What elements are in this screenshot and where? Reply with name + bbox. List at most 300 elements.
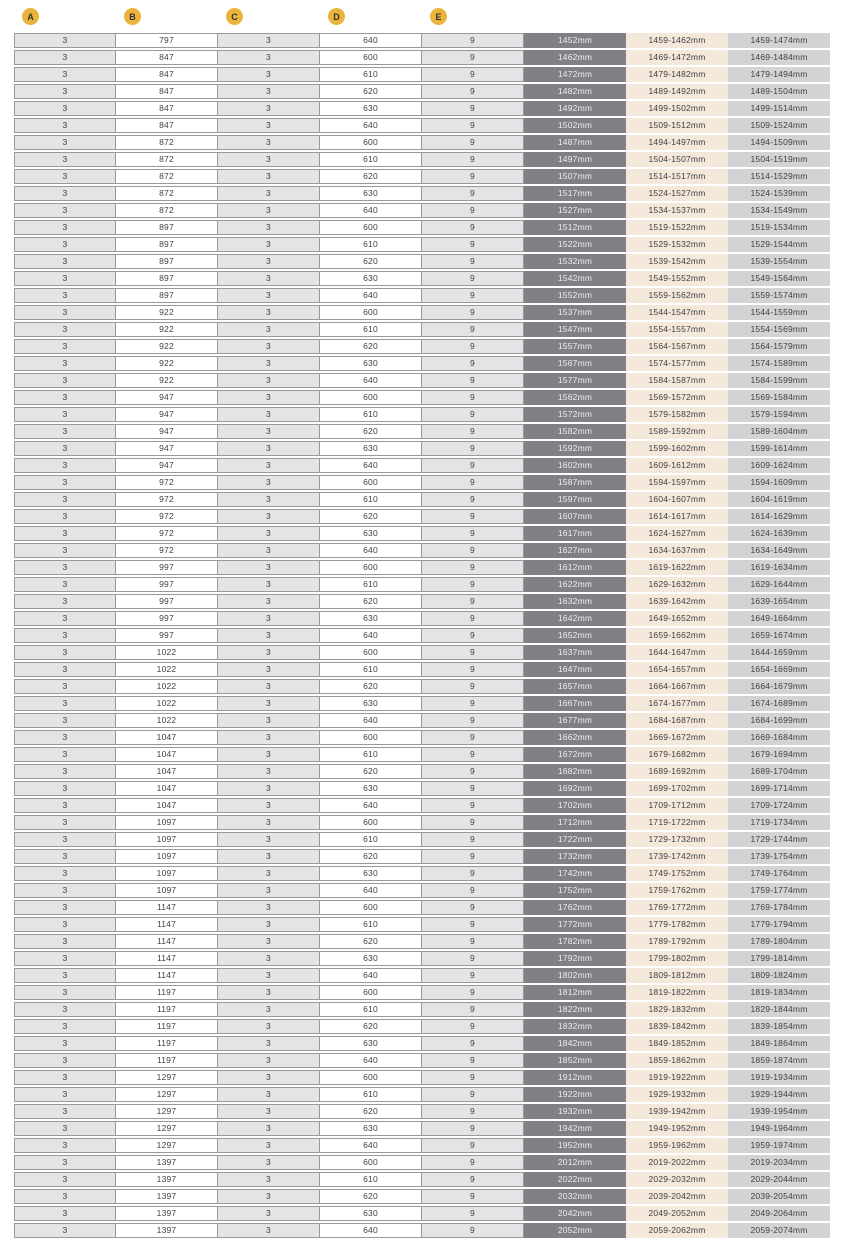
cell-e: 9 bbox=[422, 713, 524, 728]
cell-b: 972 bbox=[116, 492, 218, 507]
cell-g: 1634-1637mm bbox=[626, 543, 728, 558]
cell-c: 3 bbox=[218, 611, 320, 626]
cell-h: 1659-1674mm bbox=[728, 628, 830, 643]
cell-a: 3 bbox=[14, 730, 116, 745]
table-row bbox=[14, 594, 830, 609]
cell-a: 3 bbox=[14, 849, 116, 864]
cell-h: 1779-1794mm bbox=[728, 917, 830, 932]
cell-a: 3 bbox=[14, 883, 116, 898]
cell-g: 1584-1587mm bbox=[626, 373, 728, 388]
cell-e: 9 bbox=[422, 220, 524, 235]
cell-b: 922 bbox=[116, 373, 218, 388]
cell-g: 1579-1582mm bbox=[626, 407, 728, 422]
table-row bbox=[14, 1053, 830, 1068]
cell-c: 3 bbox=[218, 1172, 320, 1187]
table-row bbox=[14, 339, 830, 354]
cell-d: 630 bbox=[320, 356, 422, 371]
table-row bbox=[14, 662, 830, 677]
cell-c: 3 bbox=[218, 526, 320, 541]
cell-f: 1942mm bbox=[524, 1121, 626, 1136]
cell-c: 3 bbox=[218, 1002, 320, 1017]
cell-d: 610 bbox=[320, 407, 422, 422]
cell-a: 3 bbox=[14, 152, 116, 167]
cell-g: 1789-1792mm bbox=[626, 934, 728, 949]
cell-g: 1489-1492mm bbox=[626, 84, 728, 99]
cell-a: 3 bbox=[14, 186, 116, 201]
cell-e: 9 bbox=[422, 118, 524, 133]
cell-b: 972 bbox=[116, 543, 218, 558]
cell-h: 2039-2054mm bbox=[728, 1189, 830, 1204]
cell-e: 9 bbox=[422, 1002, 524, 1017]
cell-h: 1504-1519mm bbox=[728, 152, 830, 167]
cell-a: 3 bbox=[14, 390, 116, 405]
cell-g: 1759-1762mm bbox=[626, 883, 728, 898]
cell-c: 3 bbox=[218, 220, 320, 235]
cell-a: 3 bbox=[14, 1155, 116, 1170]
cell-c: 3 bbox=[218, 679, 320, 694]
cell-g: 1649-1652mm bbox=[626, 611, 728, 626]
table-row bbox=[14, 1206, 830, 1221]
cell-d: 640 bbox=[320, 33, 422, 48]
cell-b: 922 bbox=[116, 356, 218, 371]
cell-c: 3 bbox=[218, 1104, 320, 1119]
cell-a: 3 bbox=[14, 118, 116, 133]
cell-g: 1654-1657mm bbox=[626, 662, 728, 677]
cell-g: 1729-1732mm bbox=[626, 832, 728, 847]
cell-b: 872 bbox=[116, 135, 218, 150]
cell-f: 1517mm bbox=[524, 186, 626, 201]
cell-h: 1604-1619mm bbox=[728, 492, 830, 507]
cell-c: 3 bbox=[218, 169, 320, 184]
cell-h: 1839-1854mm bbox=[728, 1019, 830, 1034]
cell-c: 3 bbox=[218, 84, 320, 99]
cell-c: 3 bbox=[218, 1053, 320, 1068]
cell-d: 640 bbox=[320, 628, 422, 643]
cell-c: 3 bbox=[218, 152, 320, 167]
cell-g: 1534-1537mm bbox=[626, 203, 728, 218]
table-row bbox=[14, 951, 830, 966]
cell-a: 3 bbox=[14, 135, 116, 150]
cell-e: 9 bbox=[422, 815, 524, 830]
cell-c: 3 bbox=[218, 1206, 320, 1221]
cell-d: 600 bbox=[320, 305, 422, 320]
cell-g: 1544-1547mm bbox=[626, 305, 728, 320]
cell-f: 2012mm bbox=[524, 1155, 626, 1170]
cell-d: 600 bbox=[320, 1070, 422, 1085]
cell-d: 630 bbox=[320, 866, 422, 881]
cell-e: 9 bbox=[422, 203, 524, 218]
cell-e: 9 bbox=[422, 305, 524, 320]
cell-d: 620 bbox=[320, 1019, 422, 1034]
cell-h: 1729-1744mm bbox=[728, 832, 830, 847]
cell-e: 9 bbox=[422, 390, 524, 405]
cell-g: 1619-1622mm bbox=[626, 560, 728, 575]
cell-c: 3 bbox=[218, 968, 320, 983]
cell-f: 1637mm bbox=[524, 645, 626, 660]
cell-h: 1539-1554mm bbox=[728, 254, 830, 269]
cell-d: 610 bbox=[320, 577, 422, 592]
cell-d: 600 bbox=[320, 1155, 422, 1170]
cell-c: 3 bbox=[218, 1138, 320, 1153]
cell-g: 1469-1472mm bbox=[626, 50, 728, 65]
cell-e: 9 bbox=[422, 577, 524, 592]
cell-c: 3 bbox=[218, 441, 320, 456]
cell-g: 1499-1502mm bbox=[626, 101, 728, 116]
cell-d: 640 bbox=[320, 373, 422, 388]
cell-b: 1047 bbox=[116, 798, 218, 813]
cell-d: 640 bbox=[320, 118, 422, 133]
cell-g: 1514-1517mm bbox=[626, 169, 728, 184]
cell-a: 3 bbox=[14, 1104, 116, 1119]
cell-f: 2022mm bbox=[524, 1172, 626, 1187]
cell-g: 1849-1852mm bbox=[626, 1036, 728, 1051]
cell-c: 3 bbox=[218, 305, 320, 320]
cell-c: 3 bbox=[218, 1155, 320, 1170]
cell-b: 1097 bbox=[116, 883, 218, 898]
cell-e: 9 bbox=[422, 781, 524, 796]
cell-f: 1597mm bbox=[524, 492, 626, 507]
cell-b: 1022 bbox=[116, 679, 218, 694]
cell-g: 1624-1627mm bbox=[626, 526, 728, 541]
cell-d: 620 bbox=[320, 1104, 422, 1119]
cell-f: 1587mm bbox=[524, 475, 626, 490]
cell-a: 3 bbox=[14, 356, 116, 371]
cell-a: 3 bbox=[14, 1070, 116, 1085]
table-row bbox=[14, 543, 830, 558]
cell-b: 997 bbox=[116, 628, 218, 643]
cell-d: 620 bbox=[320, 1189, 422, 1204]
cell-c: 3 bbox=[218, 577, 320, 592]
cell-c: 3 bbox=[218, 747, 320, 762]
cell-d: 620 bbox=[320, 424, 422, 439]
cell-g: 2049-2052mm bbox=[626, 1206, 728, 1221]
cell-b: 897 bbox=[116, 271, 218, 286]
table-row bbox=[14, 1121, 830, 1136]
cell-e: 9 bbox=[422, 509, 524, 524]
table-row bbox=[14, 628, 830, 643]
cell-g: 1674-1677mm bbox=[626, 696, 728, 711]
cell-c: 3 bbox=[218, 730, 320, 745]
cell-f: 1642mm bbox=[524, 611, 626, 626]
cell-e: 9 bbox=[422, 968, 524, 983]
cell-h: 1739-1754mm bbox=[728, 849, 830, 864]
cell-g: 1769-1772mm bbox=[626, 900, 728, 915]
cell-b: 847 bbox=[116, 67, 218, 82]
cell-c: 3 bbox=[218, 628, 320, 643]
cell-b: 1047 bbox=[116, 764, 218, 779]
cell-c: 3 bbox=[218, 271, 320, 286]
cell-g: 1939-1942mm bbox=[626, 1104, 728, 1119]
cell-h: 1849-1864mm bbox=[728, 1036, 830, 1051]
cell-a: 3 bbox=[14, 1189, 116, 1204]
cell-e: 9 bbox=[422, 152, 524, 167]
cell-c: 3 bbox=[218, 934, 320, 949]
cell-h: 1564-1579mm bbox=[728, 339, 830, 354]
cell-f: 1652mm bbox=[524, 628, 626, 643]
cell-a: 3 bbox=[14, 645, 116, 660]
table-row bbox=[14, 1138, 830, 1153]
table-row bbox=[14, 254, 830, 269]
cell-c: 3 bbox=[218, 985, 320, 1000]
cell-h: 1679-1694mm bbox=[728, 747, 830, 762]
cell-a: 3 bbox=[14, 1223, 116, 1238]
cell-d: 640 bbox=[320, 798, 422, 813]
cell-f: 1762mm bbox=[524, 900, 626, 915]
cell-h: 1639-1654mm bbox=[728, 594, 830, 609]
cell-f: 1952mm bbox=[524, 1138, 626, 1153]
cell-h: 1524-1539mm bbox=[728, 186, 830, 201]
table-row bbox=[14, 475, 830, 490]
cell-h: 1669-1684mm bbox=[728, 730, 830, 745]
cell-b: 897 bbox=[116, 254, 218, 269]
table-row bbox=[14, 577, 830, 592]
cell-e: 9 bbox=[422, 1121, 524, 1136]
cell-h: 1554-1569mm bbox=[728, 322, 830, 337]
cell-h: 1589-1604mm bbox=[728, 424, 830, 439]
cell-g: 1599-1602mm bbox=[626, 441, 728, 456]
cell-f: 1607mm bbox=[524, 509, 626, 524]
cell-c: 3 bbox=[218, 288, 320, 303]
cell-d: 620 bbox=[320, 594, 422, 609]
cell-a: 3 bbox=[14, 1019, 116, 1034]
cell-h: 1654-1669mm bbox=[728, 662, 830, 677]
cell-a: 3 bbox=[14, 373, 116, 388]
cell-h: 1544-1559mm bbox=[728, 305, 830, 320]
table-row bbox=[14, 186, 830, 201]
cell-d: 630 bbox=[320, 1206, 422, 1221]
cell-h: 1574-1589mm bbox=[728, 356, 830, 371]
cell-d: 600 bbox=[320, 560, 422, 575]
cell-c: 3 bbox=[218, 1223, 320, 1238]
cell-e: 9 bbox=[422, 917, 524, 932]
cell-f: 1557mm bbox=[524, 339, 626, 354]
cell-b: 1397 bbox=[116, 1189, 218, 1204]
cell-a: 3 bbox=[14, 679, 116, 694]
cell-g: 1529-1532mm bbox=[626, 237, 728, 252]
cell-h: 1684-1699mm bbox=[728, 713, 830, 728]
cell-g: 2029-2032mm bbox=[626, 1172, 728, 1187]
cell-c: 3 bbox=[218, 1070, 320, 1085]
cell-e: 9 bbox=[422, 135, 524, 150]
cell-g: 1659-1662mm bbox=[626, 628, 728, 643]
cell-e: 9 bbox=[422, 458, 524, 473]
cell-g: 1554-1557mm bbox=[626, 322, 728, 337]
cell-f: 1492mm bbox=[524, 101, 626, 116]
cell-e: 9 bbox=[422, 679, 524, 694]
cell-f: 1772mm bbox=[524, 917, 626, 932]
cell-h: 1569-1584mm bbox=[728, 390, 830, 405]
cell-b: 1197 bbox=[116, 1019, 218, 1034]
cell-e: 9 bbox=[422, 407, 524, 422]
cell-g: 1819-1822mm bbox=[626, 985, 728, 1000]
cell-c: 3 bbox=[218, 1036, 320, 1051]
cell-d: 620 bbox=[320, 679, 422, 694]
cell-f: 1657mm bbox=[524, 679, 626, 694]
cell-b: 897 bbox=[116, 220, 218, 235]
cell-c: 3 bbox=[218, 356, 320, 371]
cell-h: 1519-1534mm bbox=[728, 220, 830, 235]
cell-g: 1629-1632mm bbox=[626, 577, 728, 592]
cell-f: 1732mm bbox=[524, 849, 626, 864]
cell-f: 1522mm bbox=[524, 237, 626, 252]
cell-g: 1779-1782mm bbox=[626, 917, 728, 932]
cell-b: 947 bbox=[116, 441, 218, 456]
cell-f: 1912mm bbox=[524, 1070, 626, 1085]
cell-f: 1792mm bbox=[524, 951, 626, 966]
cell-h: 1644-1659mm bbox=[728, 645, 830, 660]
cell-a: 3 bbox=[14, 271, 116, 286]
cell-g: 1559-1562mm bbox=[626, 288, 728, 303]
cell-a: 3 bbox=[14, 594, 116, 609]
cell-h: 1509-1524mm bbox=[728, 118, 830, 133]
cell-b: 872 bbox=[116, 203, 218, 218]
cell-a: 3 bbox=[14, 1053, 116, 1068]
cell-c: 3 bbox=[218, 917, 320, 932]
cell-f: 1542mm bbox=[524, 271, 626, 286]
cell-d: 620 bbox=[320, 169, 422, 184]
table-row bbox=[14, 1087, 830, 1102]
cell-h: 2049-2064mm bbox=[728, 1206, 830, 1221]
table-row bbox=[14, 169, 830, 184]
cell-c: 3 bbox=[218, 1189, 320, 1204]
cell-e: 9 bbox=[422, 271, 524, 286]
cell-b: 1397 bbox=[116, 1223, 218, 1238]
cell-c: 3 bbox=[218, 1121, 320, 1136]
cell-a: 3 bbox=[14, 1087, 116, 1102]
cell-f: 1577mm bbox=[524, 373, 626, 388]
cell-b: 997 bbox=[116, 594, 218, 609]
cell-e: 9 bbox=[422, 798, 524, 813]
cell-d: 640 bbox=[320, 458, 422, 473]
table-row bbox=[14, 33, 830, 48]
cell-a: 3 bbox=[14, 968, 116, 983]
cell-d: 620 bbox=[320, 84, 422, 99]
cell-h: 1599-1614mm bbox=[728, 441, 830, 456]
cell-h: 1459-1474mm bbox=[728, 33, 830, 48]
cell-a: 3 bbox=[14, 917, 116, 932]
table-row bbox=[14, 526, 830, 541]
cell-g: 1829-1832mm bbox=[626, 1002, 728, 1017]
cell-a: 3 bbox=[14, 441, 116, 456]
cell-a: 3 bbox=[14, 169, 116, 184]
cell-b: 1197 bbox=[116, 985, 218, 1000]
cell-c: 3 bbox=[218, 560, 320, 575]
cell-g: 1859-1862mm bbox=[626, 1053, 728, 1068]
cell-b: 1022 bbox=[116, 662, 218, 677]
cell-c: 3 bbox=[218, 203, 320, 218]
cell-g: 1609-1612mm bbox=[626, 458, 728, 473]
cell-g: 1809-1812mm bbox=[626, 968, 728, 983]
cell-c: 3 bbox=[218, 67, 320, 82]
table-row bbox=[14, 220, 830, 235]
cell-a: 3 bbox=[14, 254, 116, 269]
cell-c: 3 bbox=[218, 645, 320, 660]
cell-g: 1519-1522mm bbox=[626, 220, 728, 235]
cell-g: 2019-2022mm bbox=[626, 1155, 728, 1170]
cell-a: 3 bbox=[14, 1121, 116, 1136]
cell-d: 630 bbox=[320, 781, 422, 796]
cell-d: 610 bbox=[320, 747, 422, 762]
cell-f: 1832mm bbox=[524, 1019, 626, 1034]
cell-g: 1524-1527mm bbox=[626, 186, 728, 201]
cell-h: 1789-1804mm bbox=[728, 934, 830, 949]
cell-c: 3 bbox=[218, 509, 320, 524]
cell-a: 3 bbox=[14, 611, 116, 626]
cell-b: 1397 bbox=[116, 1206, 218, 1221]
cell-h: 1489-1504mm bbox=[728, 84, 830, 99]
cell-a: 3 bbox=[14, 458, 116, 473]
cell-b: 972 bbox=[116, 475, 218, 490]
cell-c: 3 bbox=[218, 764, 320, 779]
cell-e: 9 bbox=[422, 900, 524, 915]
cell-c: 3 bbox=[218, 373, 320, 388]
cell-b: 1297 bbox=[116, 1138, 218, 1153]
cell-f: 1537mm bbox=[524, 305, 626, 320]
cell-b: 1022 bbox=[116, 645, 218, 660]
cell-e: 9 bbox=[422, 1138, 524, 1153]
cell-f: 1472mm bbox=[524, 67, 626, 82]
cell-d: 640 bbox=[320, 883, 422, 898]
cell-e: 9 bbox=[422, 934, 524, 949]
cell-g: 1589-1592mm bbox=[626, 424, 728, 439]
cell-c: 3 bbox=[218, 237, 320, 252]
cell-d: 610 bbox=[320, 1172, 422, 1187]
cell-f: 1572mm bbox=[524, 407, 626, 422]
cell-g: 1699-1702mm bbox=[626, 781, 728, 796]
cell-d: 600 bbox=[320, 815, 422, 830]
cell-f: 1677mm bbox=[524, 713, 626, 728]
cell-d: 600 bbox=[320, 900, 422, 915]
cell-c: 3 bbox=[218, 135, 320, 150]
cell-g: 1539-1542mm bbox=[626, 254, 728, 269]
cell-g: 1684-1687mm bbox=[626, 713, 728, 728]
cell-g: 1509-1512mm bbox=[626, 118, 728, 133]
cell-h: 1959-1974mm bbox=[728, 1138, 830, 1153]
cell-g: 1919-1922mm bbox=[626, 1070, 728, 1085]
cell-h: 1769-1784mm bbox=[728, 900, 830, 915]
cell-b: 1047 bbox=[116, 747, 218, 762]
cell-b: 922 bbox=[116, 339, 218, 354]
cell-d: 610 bbox=[320, 1002, 422, 1017]
cell-h: 1829-1844mm bbox=[728, 1002, 830, 1017]
cell-h: 1579-1594mm bbox=[728, 407, 830, 422]
table-row bbox=[14, 1104, 830, 1119]
cell-e: 9 bbox=[422, 1087, 524, 1102]
cell-b: 1097 bbox=[116, 849, 218, 864]
cell-h: 1594-1609mm bbox=[728, 475, 830, 490]
table-row bbox=[14, 815, 830, 830]
cell-e: 9 bbox=[422, 1036, 524, 1051]
cell-f: 1647mm bbox=[524, 662, 626, 677]
cell-d: 610 bbox=[320, 67, 422, 82]
table-row bbox=[14, 67, 830, 82]
cell-c: 3 bbox=[218, 594, 320, 609]
cell-g: 1564-1567mm bbox=[626, 339, 728, 354]
cell-h: 1819-1834mm bbox=[728, 985, 830, 1000]
cell-e: 9 bbox=[422, 543, 524, 558]
cell-e: 9 bbox=[422, 764, 524, 779]
cell-g: 1669-1672mm bbox=[626, 730, 728, 745]
cell-e: 9 bbox=[422, 662, 524, 677]
table-row bbox=[14, 118, 830, 133]
cell-d: 600 bbox=[320, 50, 422, 65]
table-row bbox=[14, 288, 830, 303]
cell-g: 1949-1952mm bbox=[626, 1121, 728, 1136]
cell-b: 1022 bbox=[116, 696, 218, 711]
cell-g: 1594-1597mm bbox=[626, 475, 728, 490]
cell-b: 1147 bbox=[116, 917, 218, 932]
cell-a: 3 bbox=[14, 781, 116, 796]
